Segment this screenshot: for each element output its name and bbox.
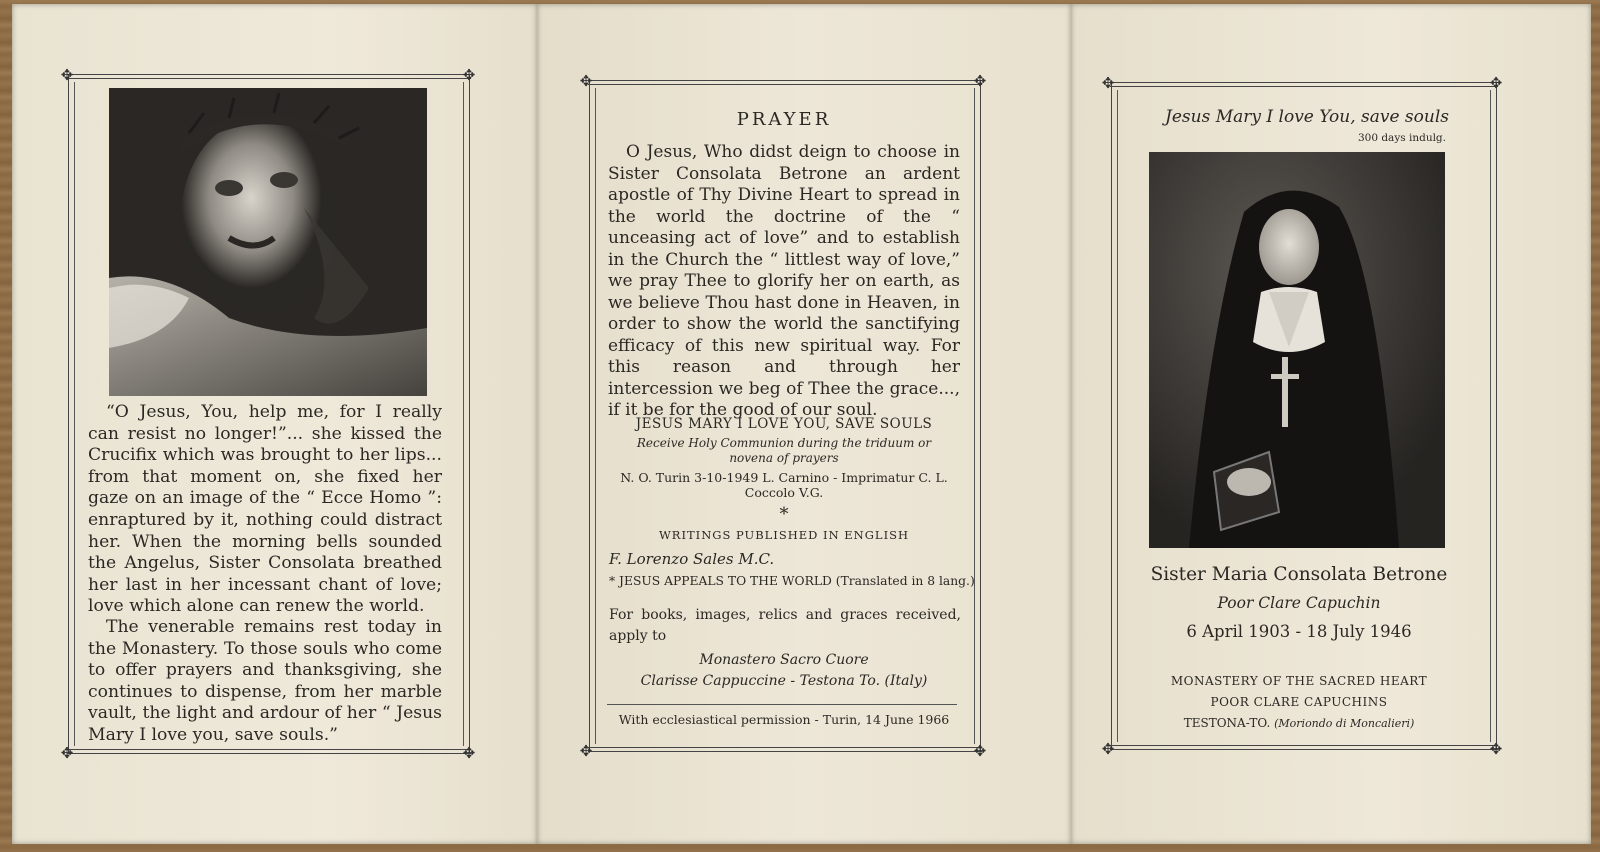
imprimatur-line: N. O. Turin 3-10-1949 L. Carnino - Imprimatur C. L. Coccolo V.G. <box>620 470 948 500</box>
book-title: * JESUS APPEALS TO THE WORLD (Translated in 8 lang.) <box>609 574 975 588</box>
corner-cross-ornament-icon: ✥ <box>973 742 987 760</box>
monastery-locality: (Moriondo di Moncalieri) <box>1274 717 1415 730</box>
corner-cross-ornament-icon: ✥ <box>462 66 476 84</box>
prayer-text: O Jesus, Who didst deign to choose in Sister Consolata Betrone an ardent apostle of Thy Divine Heart to spread in the world the doctrine of the “ unceasing act of love” and to establish in the Church the “ littlest way of love,” we pray Thee to glorify her on earth, as we believe Thou hast done in Heaven, in order to show the world the sanctifying efficacy of this new spiritual way. For this reason and through her intercession we beg of Thee the grace..., if it be for the good of our soul. <box>608 142 960 420</box>
address-line-2: Clarisse Cappuccine - Testona To. (Italy) <box>640 673 928 689</box>
section-asterisk: * <box>779 504 789 525</box>
corner-cross-ornament-icon: ✥ <box>579 72 593 90</box>
monastery-line-2: POOR CLARE CAPUCHINS <box>1210 695 1388 709</box>
right-motto: Jesus Mary I love You, save souls <box>1165 107 1449 127</box>
communion-note: Receive Holy Communion during the triduum or novena of prayers <box>636 436 932 465</box>
permission-divider <box>607 704 957 705</box>
corner-cross-ornament-icon: ✥ <box>1101 74 1115 92</box>
monastery-line-1: MONASTERY OF THE SACRED HEART <box>1170 674 1428 688</box>
sister-order: Poor Clare Capuchin <box>1217 594 1381 612</box>
corner-cross-ornament-icon: ✥ <box>1489 740 1503 758</box>
sister-portrait-photo <box>1149 152 1445 548</box>
sister-name: Sister Maria Consolata Betrone <box>1150 564 1448 585</box>
corner-cross-ornament-icon: ✥ <box>1489 74 1503 92</box>
left-panel <box>12 4 537 844</box>
author-name: F. Lorenzo Sales M.C. <box>609 550 775 568</box>
prayer-heading: PRAYER <box>736 109 832 130</box>
left-paragraph-1: “O Jesus, You, help me, for I really can resist no longer!”... she kissed the Crucifix which was brought to her lips... from that moment on, she fixed her gaze on an image of the “ Ecce Homo ”: enraptured by it, nothing could distract her. When the morning bells sounded the Angelus, Sister Consolata breathed her last in her incessant chant of love; love which alone can renew the world. <box>88 402 442 617</box>
ecce-homo-image <box>109 88 427 396</box>
corner-cross-ornament-icon: ✥ <box>973 72 987 90</box>
corner-cross-ornament-icon: ✥ <box>462 744 476 762</box>
ecce-homo-photo <box>109 88 427 396</box>
permission-line: With ecclesiastical permission - Turin, 14 June 1966 <box>618 712 950 727</box>
monastery-town: TESTONA-TO. <box>1183 716 1271 730</box>
monastery-line-3 <box>1121 716 1477 730</box>
sister-portrait-image <box>1149 152 1445 548</box>
prayer-motto: JESUS MARY I LOVE YOU, SAVE SOULS <box>635 416 933 432</box>
apply-text: For books, images, relics and graces received, apply to <box>609 607 961 644</box>
left-paragraph-2: The venerable remains rest today in the Monastery. To those souls who come to offer prayers and thanksgiving, she continues to dispense, from her marble vault, the light and ardour of her “ Jesus Mary I love you, save souls.” <box>88 617 442 745</box>
writings-heading: WRITINGS PUBLISHED IN ENGLISH <box>658 528 910 542</box>
indulgence-note: 300 days indulg. <box>1357 132 1446 144</box>
right-panel <box>1071 4 1591 844</box>
address-line-1: Monastero Sacro Cuore <box>699 652 869 668</box>
corner-cross-ornament-icon: ✥ <box>1101 740 1115 758</box>
sister-dates: 6 April 1903 - 18 July 1946 <box>1186 622 1412 641</box>
corner-cross-ornament-icon: ✥ <box>579 742 593 760</box>
middle-panel <box>537 4 1071 844</box>
corner-cross-ornament-icon: ✥ <box>60 66 74 84</box>
corner-cross-ornament-icon: ✥ <box>60 744 74 762</box>
